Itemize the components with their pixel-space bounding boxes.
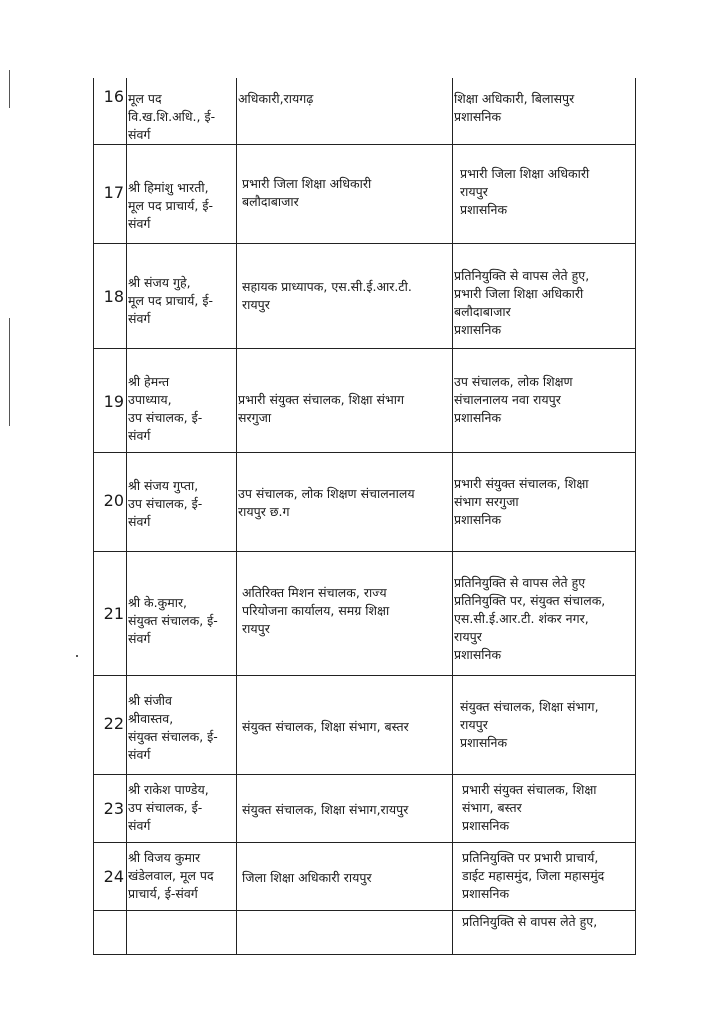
row-number: 20: [103, 491, 124, 510]
table-row: [93, 842, 636, 910]
new-post: प्रभारी जिला शिक्षा अधिकारी रायपुर प्रशासनिक: [460, 166, 590, 217]
table-row: [93, 348, 636, 452]
speck: [76, 655, 78, 657]
current-post: प्रभारी जिला शिक्षा अधिकारी बलौदाबाजार: [242, 176, 372, 209]
table-row: [93, 452, 636, 551]
table-row: [93, 910, 636, 954]
new-post: शिक्षा अधिकारी, बिलासपुर प्रशासनिक: [454, 91, 575, 124]
table-row: [93, 78, 636, 144]
current-post: सहायक प्राध्यापक, एस.सी.ई.आर.टी. रायपुर: [242, 279, 412, 312]
current-post: संयुक्त संचालक, शिक्षा संभाग, बस्तर: [242, 719, 409, 734]
officer-name: श्री संजय गुप्ता, उप संचालक, ई- संवर्ग: [128, 478, 203, 529]
row-number: 22: [103, 714, 124, 733]
table-row: [93, 243, 636, 348]
officer-name: श्री राकेश पाण्डेय, उप संचालक, ई- संवर्ग: [128, 782, 209, 833]
current-post: अधिकारी,रायगढ़: [238, 91, 314, 106]
new-post: प्रतिनियुक्ति पर प्रभारी प्राचार्य, डाईट महासमुंद, जिला महासमुंद प्रशासनिक: [462, 850, 605, 901]
row-number: 18: [103, 287, 124, 306]
officer-name: श्री विजय कुमार खंडेलवाल, मूल पद प्राचार्य, ई-संवर्ग: [128, 850, 214, 901]
row-number: 24: [103, 867, 124, 886]
officer-name: श्री संजीव श्रीवास्तव, संयुक्त संचालक, ई- संवर्ग: [128, 693, 218, 762]
new-post: प्रतिनियुक्ति से वापस लेते हुए प्रतिनियुक्ति पर, संयुक्त संचालक, एस.सी.ई.आर.टी. शंकर नगर, रायपुर प्रशासनिक: [454, 575, 606, 662]
officer-name: श्री हेमन्त उपाध्याय, उप संचालक, ई- संवर्ग: [128, 374, 203, 443]
row-number: 16: [103, 87, 124, 106]
officer-name: श्री हिमांशु भारती, मूल पद प्राचार्य, ई- संवर्ग: [128, 180, 214, 231]
current-post: उप संचालक, लोक शिक्षण संचालनालय रायपुर छ.ग: [238, 486, 415, 519]
new-post: प्रभारी संयुक्त संचालक, शिक्षा संभाग सरगुजा प्रशासनिक: [454, 476, 589, 527]
new-post: उप संचालक, लोक शिक्षण संचालनालय नवा रायपुर प्रशासनिक: [454, 374, 573, 425]
officer-name: श्री संजय गुहे, मूल पद प्राचार्य, ई- संवर्ग: [128, 275, 214, 326]
row-number: 21: [103, 604, 124, 623]
table-bottom-rule: [93, 954, 636, 955]
row-number: 23: [103, 799, 124, 818]
row-number: 19: [103, 392, 124, 411]
current-post: जिला शिक्षा अधिकारी रायपुर: [242, 870, 372, 885]
current-post: संयुक्त संचालक, शिक्षा संभाग,रायपुर: [242, 802, 409, 817]
new-post: प्रतिनियुक्ति से वापस लेते हुए, प्रभारी जिला शिक्षा अधिकारी बलौदाबाजार प्रशासनिक: [454, 268, 590, 337]
row-number: 17: [103, 183, 124, 202]
new-post: प्रतिनियुक्ति से वापस लेते हुए,: [462, 914, 598, 929]
current-post: अतिरिक्त मिशन संचालक, राज्य परियोजना कार्यालय, समग्र शिक्षा रायपुर: [242, 585, 390, 636]
new-post: प्रभारी संयुक्त संचालक, शिक्षा संभाग, बस्तर प्रशासनिक: [462, 782, 597, 833]
table-row: [93, 675, 636, 774]
table-row: [93, 774, 636, 842]
table-row: [93, 144, 636, 243]
table-row: [93, 551, 636, 675]
officer-name: मूल पद वि.ख.शि.अधि., ई- संवर्ग: [128, 91, 216, 142]
transfer-table: [93, 78, 636, 954]
current-post: प्रभारी संयुक्त संचालक, शिक्षा संभाग सरगुजा: [238, 392, 405, 425]
officer-name: श्री के.कुमार, संयुक्त संचालक, ई- संवर्ग: [128, 595, 218, 646]
new-post: संयुक्त संचालक, शिक्षा संभाग, रायपुर प्रशासनिक: [460, 699, 599, 750]
left-margin-mark-top: [9, 70, 10, 108]
left-margin-mark-bottom: [9, 318, 10, 426]
